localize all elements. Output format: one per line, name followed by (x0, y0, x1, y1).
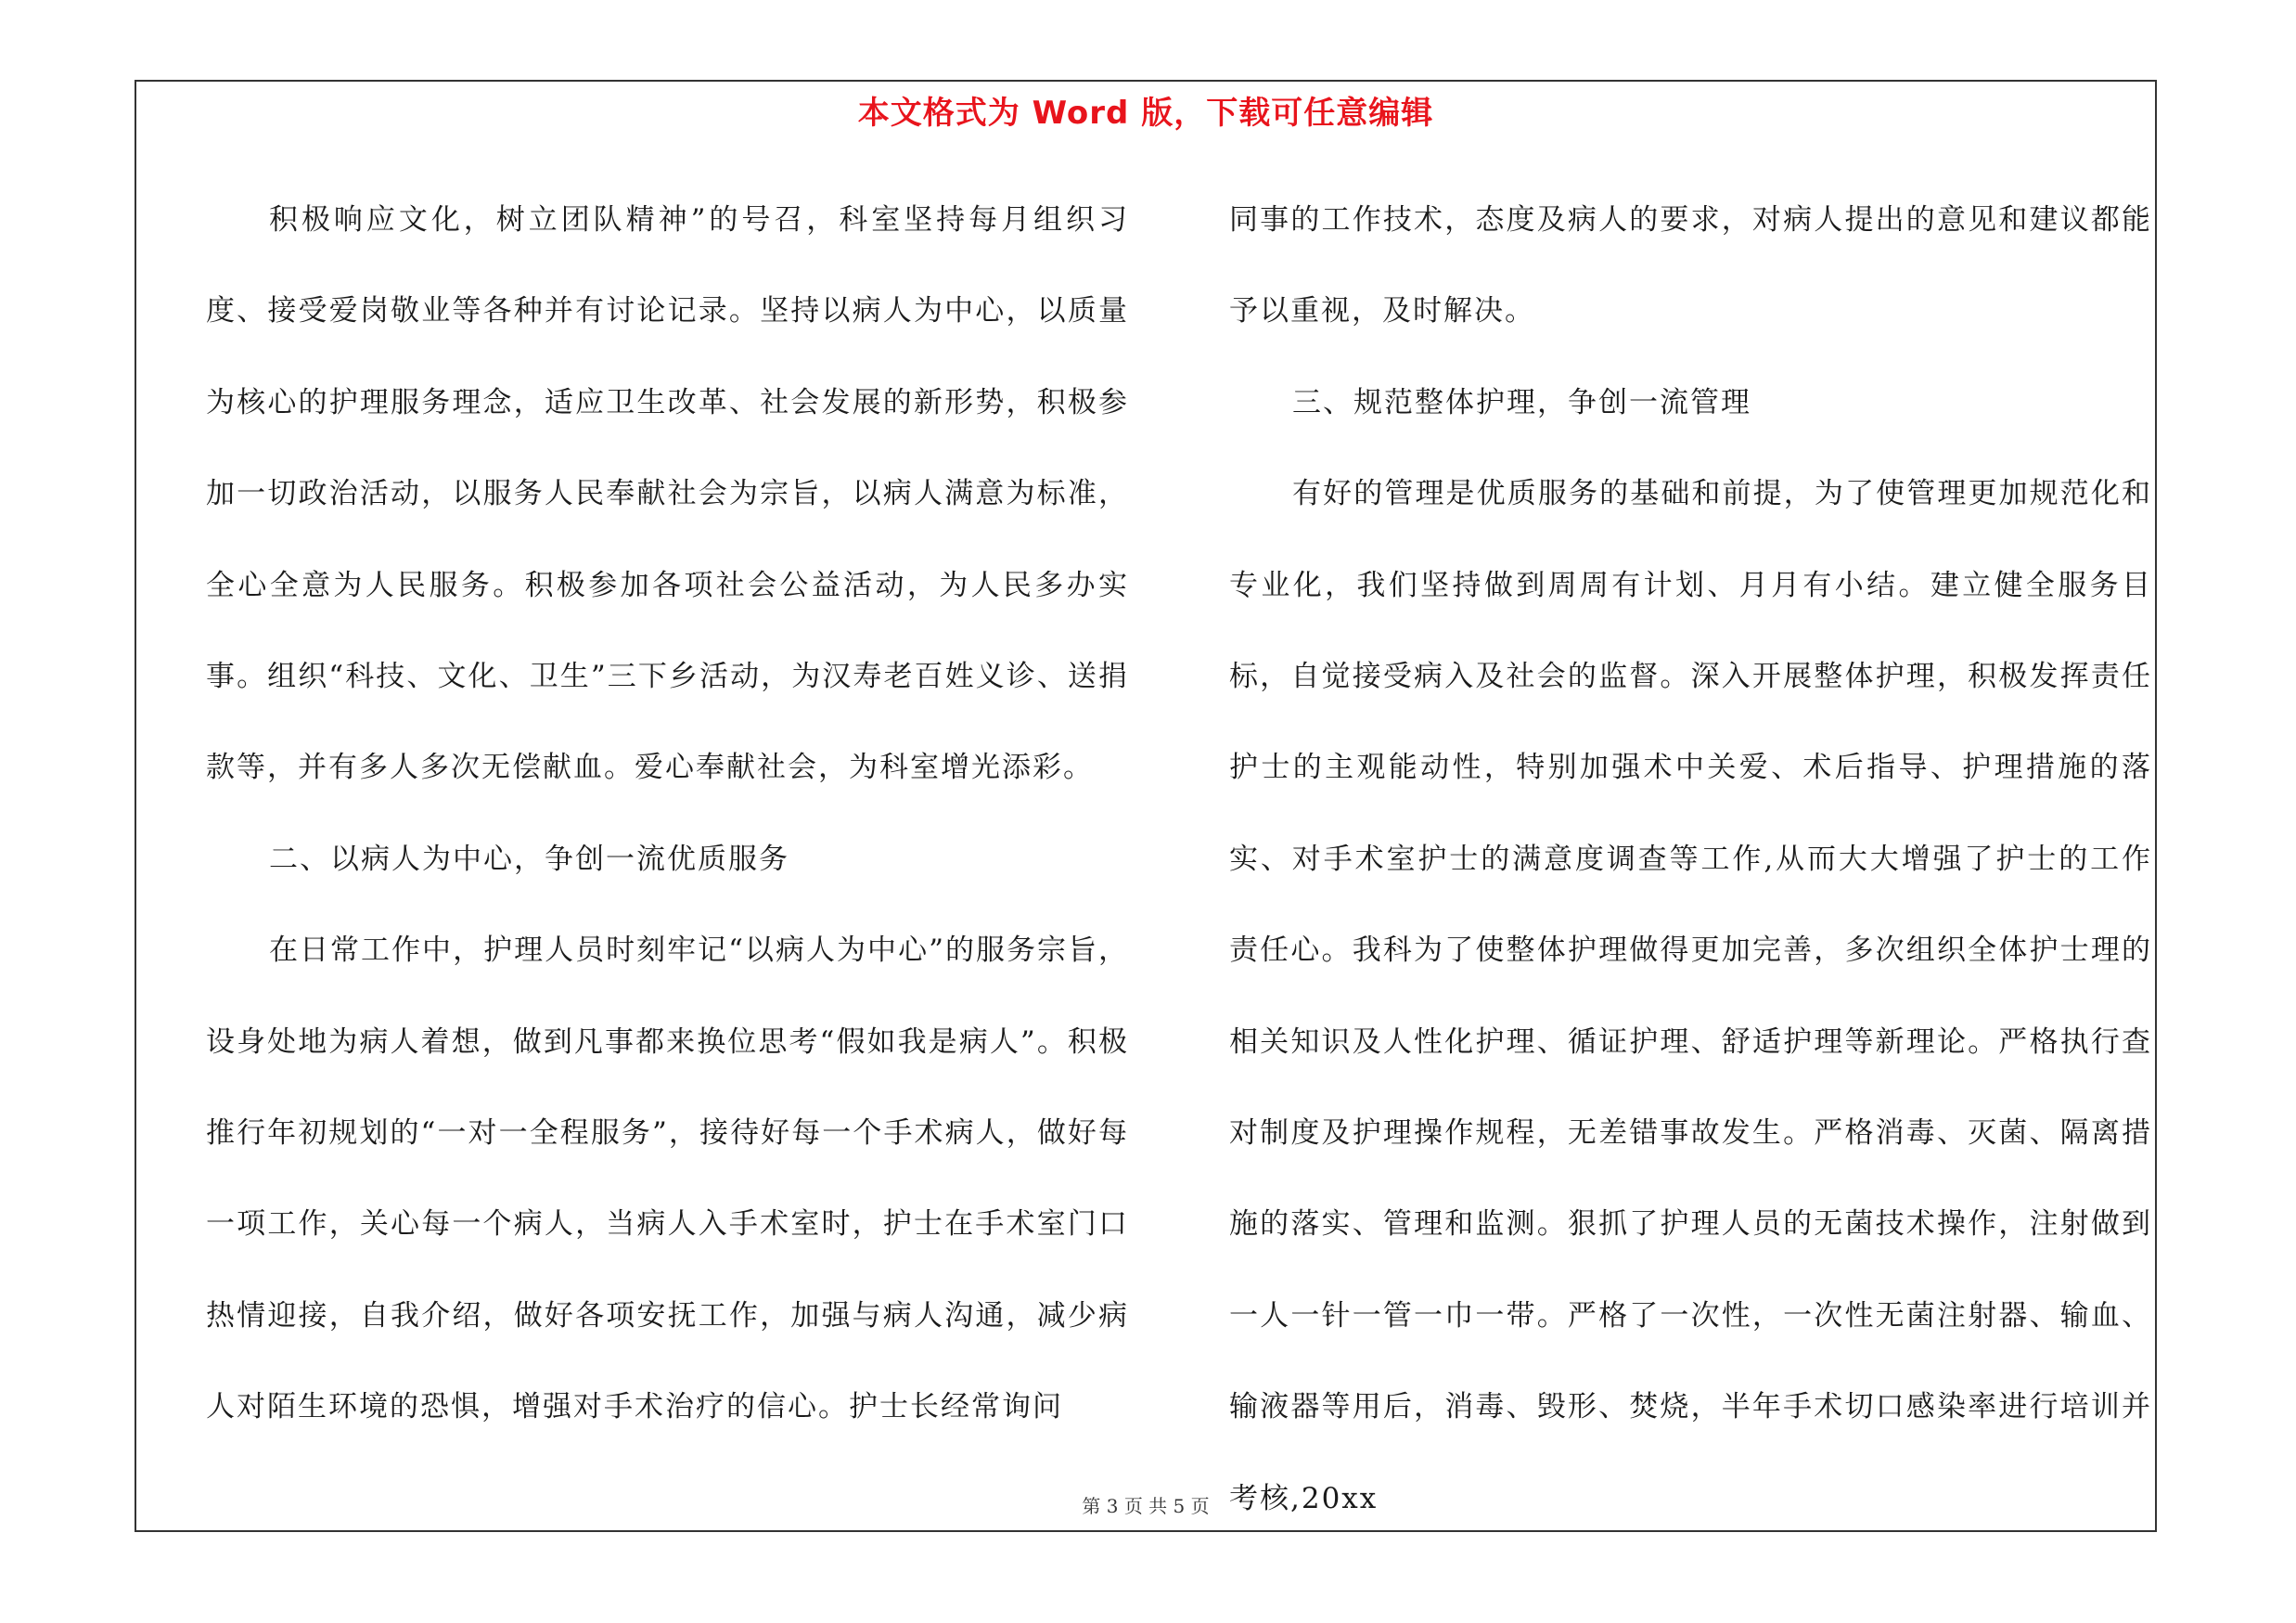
section-heading: 二、以病人为中心，争创一流优质服务 (269, 842, 789, 876)
page-number: 第 3 页 共 5 页 (1082, 1495, 1210, 1517)
right-column (1229, 174, 2152, 1544)
left-column (206, 174, 1129, 1453)
paragraph: 在日常工作中，护理人员时刻牢记“以病人为中心”的服务宗旨，设身处地为病人着想，做到凡事都来换位思考“假如我是病人”。积极推行年初规划的“一对一全程服务”，接待好每一个手术病人，做好每一项工作，关心每一个病人，当病人入手术室时，护士在手术室门口热情迎接，自我介绍，做好各项安抚工作，加强与病人沟通，减少病人对陌生环境的恐惧，增强对手术治疗的信心。护士长经常询问 (206, 934, 1129, 1424)
paragraph: 有好的管理是优质服务的基础和前提，为了使管理更加规范化和专业化，我们坚持做到周周有计划、月月有小结。建立健全服务目标，自觉接受病入及社会的监督。深入开展整体护理，积极发挥责任护士的主观能动性，特别加强术中关爱、术后指导、护理措施的落实、对手术室护士的满意度调查等工作,从而大大增强了护士的工作责任心。我科为了使整体护理做得更加完善，多次组织全体护士理的相关知识及人性化护理、循证护理、舒适护理等新理论。严格执行查对制度及护理操作规程，无差错事故发生。严格消毒、灭菌、隔离措施的落实、管理和监测。狠抓了护理人员的无菌技术操作，注射做到一人一针一管一巾一带。严格了一次性，一次性无菌注射器、输血、输液器等用后，消毒、毁形、焚烧，半年手术切口感染率进行培训并考核,20xx (1229, 477, 2152, 1515)
section-heading: 三、规范整体护理，争创一流管理 (1292, 385, 1751, 419)
format-banner: 本文格式为 Word 版，下载可任意编辑 (857, 95, 1434, 132)
paragraph-continued: 同事的工作技术，态度及病人的要求，对病人提出的意见和建议都能予以重视，及时解决。 (1229, 203, 2152, 328)
paragraph: 积极响应文化，树立团队精神”的号召，科室坚持每月组织习度、接受爱岗敬业等各种并有讨论记录。坚持以病人为中心，以质量为核心的护理服务理念，适应卫生改革、社会发展的新形势，积极参加一切政治活动，以服务人民奉献社会为宗旨，以病人满意为标准，全心全意为人民服务。积极参加各项社会公益活动，为人民多办实事。组织“科技、文化、卫生”三下乡活动，为汉寿老百姓义诊、送捐款等，并有多人多次无偿献血。爱心奉献社会，为科室增光添彩。 (206, 203, 1129, 785)
page-frame (135, 80, 2157, 1532)
